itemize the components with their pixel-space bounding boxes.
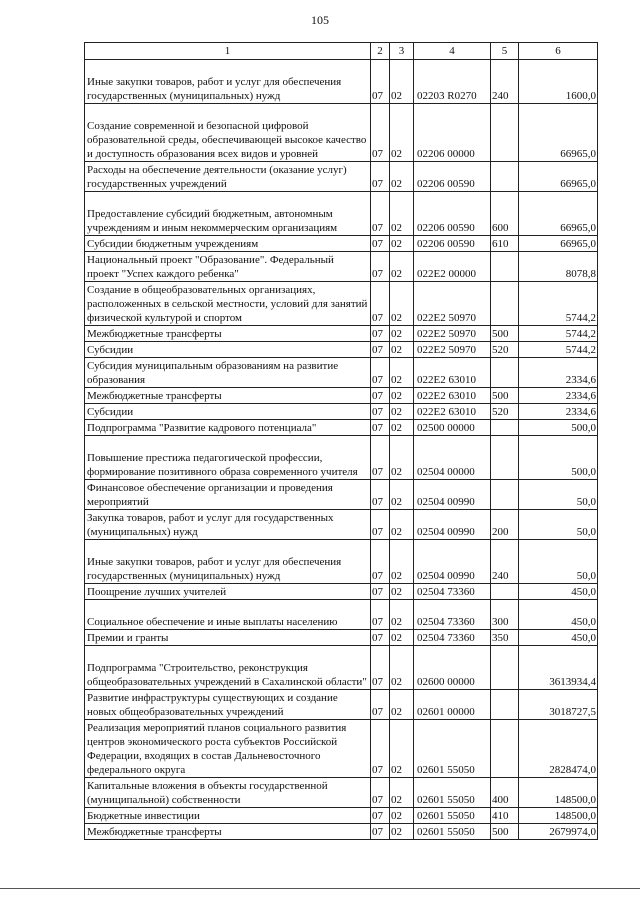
table-row xyxy=(85,342,598,358)
row-name: Социальное обеспечение и иные выплаты населению xyxy=(85,600,371,630)
column-header-amount: 6 xyxy=(519,43,598,60)
table-row xyxy=(85,510,598,540)
row-expense-type xyxy=(491,720,519,778)
row-subsection: 02 xyxy=(390,342,414,358)
row-expense-type: 240 xyxy=(491,60,519,104)
table-row xyxy=(85,420,598,436)
row-amount: 66965,0 xyxy=(519,192,598,236)
table-row xyxy=(85,282,598,326)
row-amount: 500,0 xyxy=(519,436,598,480)
table-row xyxy=(85,358,598,388)
row-name: Развитие инфраструктуры существующих и создание новых общеобразовательных учреждений xyxy=(85,690,371,720)
row-amount: 5744,2 xyxy=(519,282,598,326)
row-expense-type xyxy=(491,104,519,162)
row-amount: 50,0 xyxy=(519,480,598,510)
row-name: Премии и гранты xyxy=(85,630,371,646)
row-section: 07 xyxy=(371,342,390,358)
row-subsection: 02 xyxy=(390,778,414,808)
row-name: Субсидии бюджетным учреждениям xyxy=(85,236,371,252)
table-row xyxy=(85,60,598,104)
row-target-article: 022E2 50970 xyxy=(414,326,491,342)
row-target-article: 02601 00000 xyxy=(414,690,491,720)
row-expense-type xyxy=(491,480,519,510)
table-row xyxy=(85,104,598,162)
table-body xyxy=(85,60,598,840)
row-name: Реализация мероприятий планов социального развития центров экономического роста субъектов Российской Федерации, входящих в состав Дальневосточного федерального округа xyxy=(85,720,371,778)
row-subsection: 02 xyxy=(390,690,414,720)
row-subsection: 02 xyxy=(390,104,414,162)
row-subsection: 02 xyxy=(390,252,414,282)
row-amount: 50,0 xyxy=(519,540,598,584)
row-name: Финансовое обеспечение организации и проведения мероприятий xyxy=(85,480,371,510)
row-expense-type: 500 xyxy=(491,824,519,840)
row-target-article: 02203 R0270 xyxy=(414,60,491,104)
row-name: Межбюджетные трансферты xyxy=(85,824,371,840)
table-row xyxy=(85,236,598,252)
row-expense-type xyxy=(491,584,519,600)
row-amount: 2334,6 xyxy=(519,404,598,420)
row-subsection: 02 xyxy=(390,824,414,840)
row-section: 07 xyxy=(371,540,390,584)
page-number: 105 xyxy=(311,13,329,27)
row-expense-type: 600 xyxy=(491,192,519,236)
row-expense-type: 240 xyxy=(491,540,519,584)
column-header-subsection: 3 xyxy=(390,43,414,60)
row-name: Национальный проект "Образование". Федеральный проект "Успех каждого ребенка" xyxy=(85,252,371,282)
row-expense-type xyxy=(491,436,519,480)
row-name: Межбюджетные трансферты xyxy=(85,326,371,342)
row-expense-type: 400 xyxy=(491,778,519,808)
table-row xyxy=(85,720,598,778)
row-name: Субсидии xyxy=(85,404,371,420)
budget-table xyxy=(84,42,598,840)
table-header xyxy=(85,43,598,60)
row-subsection: 02 xyxy=(390,720,414,778)
table-row xyxy=(85,630,598,646)
row-name: Подпрограмма "Развитие кадрового потенциала" xyxy=(85,420,371,436)
row-section: 07 xyxy=(371,436,390,480)
row-subsection: 02 xyxy=(390,60,414,104)
row-section: 07 xyxy=(371,778,390,808)
row-expense-type: 500 xyxy=(491,326,519,342)
row-target-article: 02206 00590 xyxy=(414,192,491,236)
row-amount: 450,0 xyxy=(519,600,598,630)
row-section: 07 xyxy=(371,690,390,720)
row-name: Поощрение лучших учителей xyxy=(85,584,371,600)
row-subsection: 02 xyxy=(390,192,414,236)
row-subsection: 02 xyxy=(390,808,414,824)
row-target-article: 02504 00990 xyxy=(414,540,491,584)
row-name: Создание современной и безопасной цифровой образовательной среды, обеспечивающей высокое качество и доступность образования всех видов и уровней xyxy=(85,104,371,162)
row-expense-type xyxy=(491,358,519,388)
row-section: 07 xyxy=(371,584,390,600)
row-section: 07 xyxy=(371,630,390,646)
table-row xyxy=(85,646,598,690)
row-subsection: 02 xyxy=(390,358,414,388)
scan-edge-line xyxy=(0,888,640,889)
row-amount: 2828474,0 xyxy=(519,720,598,778)
row-name: Иные закупки товаров, работ и услуг для обеспечения государственных (муниципальных) нужд xyxy=(85,540,371,584)
row-name: Создание в общеобразовательных организациях, расположенных в сельской местности, условий для занятий физической культурой и спортом xyxy=(85,282,371,326)
row-amount: 50,0 xyxy=(519,510,598,540)
row-subsection: 02 xyxy=(390,326,414,342)
row-amount: 148500,0 xyxy=(519,778,598,808)
row-expense-type: 300 xyxy=(491,600,519,630)
row-name: Бюджетные инвестиции xyxy=(85,808,371,824)
row-section: 07 xyxy=(371,510,390,540)
row-amount: 450,0 xyxy=(519,584,598,600)
row-section: 07 xyxy=(371,162,390,192)
row-expense-type: 410 xyxy=(491,808,519,824)
table-row xyxy=(85,808,598,824)
row-expense-type xyxy=(491,252,519,282)
row-section: 07 xyxy=(371,720,390,778)
row-section: 07 xyxy=(371,104,390,162)
table-row xyxy=(85,690,598,720)
row-target-article: 02504 73360 xyxy=(414,630,491,646)
table-row xyxy=(85,824,598,840)
row-section: 07 xyxy=(371,252,390,282)
table-row xyxy=(85,326,598,342)
row-name: Межбюджетные трансферты xyxy=(85,388,371,404)
row-expense-type: 200 xyxy=(491,510,519,540)
row-target-article: 02601 55050 xyxy=(414,824,491,840)
row-subsection: 02 xyxy=(390,420,414,436)
table-row xyxy=(85,162,598,192)
row-section: 07 xyxy=(371,388,390,404)
row-subsection: 02 xyxy=(390,510,414,540)
row-expense-type xyxy=(491,162,519,192)
row-subsection: 02 xyxy=(390,540,414,584)
row-target-article: 02500 00000 xyxy=(414,420,491,436)
row-target-article: 022E2 63010 xyxy=(414,388,491,404)
row-section: 07 xyxy=(371,808,390,824)
row-expense-type: 520 xyxy=(491,404,519,420)
row-subsection: 02 xyxy=(390,584,414,600)
row-amount: 66965,0 xyxy=(519,236,598,252)
table-row xyxy=(85,600,598,630)
column-header-name: 1 xyxy=(85,43,371,60)
row-target-article: 022E2 50970 xyxy=(414,342,491,358)
row-target-article: 02206 00590 xyxy=(414,162,491,192)
row-target-article: 02504 00000 xyxy=(414,436,491,480)
row-target-article: 02601 55050 xyxy=(414,778,491,808)
row-target-article: 02504 73360 xyxy=(414,600,491,630)
row-amount: 5744,2 xyxy=(519,342,598,358)
row-target-article: 02600 00000 xyxy=(414,646,491,690)
row-name: Закупка товаров, работ и услуг для государственных (муниципальных) нужд xyxy=(85,510,371,540)
header-row xyxy=(85,43,598,60)
row-amount: 3613934,4 xyxy=(519,646,598,690)
row-name: Субсидия муниципальным образованиям на развитие образования xyxy=(85,358,371,388)
table-row xyxy=(85,388,598,404)
row-section: 07 xyxy=(371,404,390,420)
row-target-article: 02504 73360 xyxy=(414,584,491,600)
row-subsection: 02 xyxy=(390,388,414,404)
row-subsection: 02 xyxy=(390,282,414,326)
row-target-article: 02601 55050 xyxy=(414,808,491,824)
row-section: 07 xyxy=(371,326,390,342)
column-header-expense-type: 5 xyxy=(491,43,519,60)
row-amount: 66965,0 xyxy=(519,162,598,192)
row-section: 07 xyxy=(371,480,390,510)
row-amount: 5744,2 xyxy=(519,326,598,342)
row-expense-type xyxy=(491,646,519,690)
row-name: Субсидии xyxy=(85,342,371,358)
table-row xyxy=(85,252,598,282)
row-subsection: 02 xyxy=(390,404,414,420)
row-name: Подпрограмма "Строительство, реконструкция общеобразовательных учреждений в Сахалинской области" xyxy=(85,646,371,690)
row-amount: 2334,6 xyxy=(519,388,598,404)
table-row xyxy=(85,192,598,236)
row-section: 07 xyxy=(371,236,390,252)
row-target-article: 02206 00000 xyxy=(414,104,491,162)
row-section: 07 xyxy=(371,358,390,388)
row-section: 07 xyxy=(371,192,390,236)
row-amount: 450,0 xyxy=(519,630,598,646)
row-name: Расходы на обеспечение деятельности (оказание услуг) государственных учреждений xyxy=(85,162,371,192)
row-section: 07 xyxy=(371,420,390,436)
table-row xyxy=(85,540,598,584)
row-section: 07 xyxy=(371,282,390,326)
row-name: Предоставление субсидий бюджетным, автономным учреждениям и иным некоммерческим организациям xyxy=(85,192,371,236)
row-expense-type xyxy=(491,690,519,720)
row-target-article: 022E2 00000 xyxy=(414,252,491,282)
row-subsection: 02 xyxy=(390,162,414,192)
row-subsection: 02 xyxy=(390,646,414,690)
column-header-section: 2 xyxy=(371,43,390,60)
row-target-article: 022E2 63010 xyxy=(414,358,491,388)
row-subsection: 02 xyxy=(390,600,414,630)
row-amount: 8078,8 xyxy=(519,252,598,282)
row-target-article: 02206 00590 xyxy=(414,236,491,252)
row-expense-type xyxy=(491,282,519,326)
row-section: 07 xyxy=(371,824,390,840)
row-amount: 148500,0 xyxy=(519,808,598,824)
row-section: 07 xyxy=(371,646,390,690)
row-amount: 66965,0 xyxy=(519,104,598,162)
column-header-target-article: 4 xyxy=(414,43,491,60)
row-amount: 1600,0 xyxy=(519,60,598,104)
row-target-article: 02504 00990 xyxy=(414,510,491,540)
row-target-article: 02504 00990 xyxy=(414,480,491,510)
row-target-article: 02601 55050 xyxy=(414,720,491,778)
table-row xyxy=(85,584,598,600)
row-amount: 3018727,5 xyxy=(519,690,598,720)
row-name: Повышение престижа педагогической профессии, формирование позитивного образа современного учителя xyxy=(85,436,371,480)
row-subsection: 02 xyxy=(390,480,414,510)
row-amount: 2679974,0 xyxy=(519,824,598,840)
row-subsection: 02 xyxy=(390,630,414,646)
row-name: Капитальные вложения в объекты государственной (муниципальной) собственности xyxy=(85,778,371,808)
row-expense-type: 500 xyxy=(491,388,519,404)
row-expense-type: 610 xyxy=(491,236,519,252)
row-subsection: 02 xyxy=(390,236,414,252)
row-section: 07 xyxy=(371,600,390,630)
table-row xyxy=(85,436,598,480)
table-row xyxy=(85,404,598,420)
row-amount: 2334,6 xyxy=(519,358,598,388)
table-row xyxy=(85,480,598,510)
row-target-article: 022E2 50970 xyxy=(414,282,491,326)
row-expense-type: 520 xyxy=(491,342,519,358)
row-expense-type: 350 xyxy=(491,630,519,646)
row-expense-type xyxy=(491,420,519,436)
row-section: 07 xyxy=(371,60,390,104)
table-row xyxy=(85,778,598,808)
row-name: Иные закупки товаров, работ и услуг для обеспечения государственных (муниципальных) нужд xyxy=(85,60,371,104)
row-target-article: 022E2 63010 xyxy=(414,404,491,420)
row-subsection: 02 xyxy=(390,436,414,480)
row-amount: 500,0 xyxy=(519,420,598,436)
